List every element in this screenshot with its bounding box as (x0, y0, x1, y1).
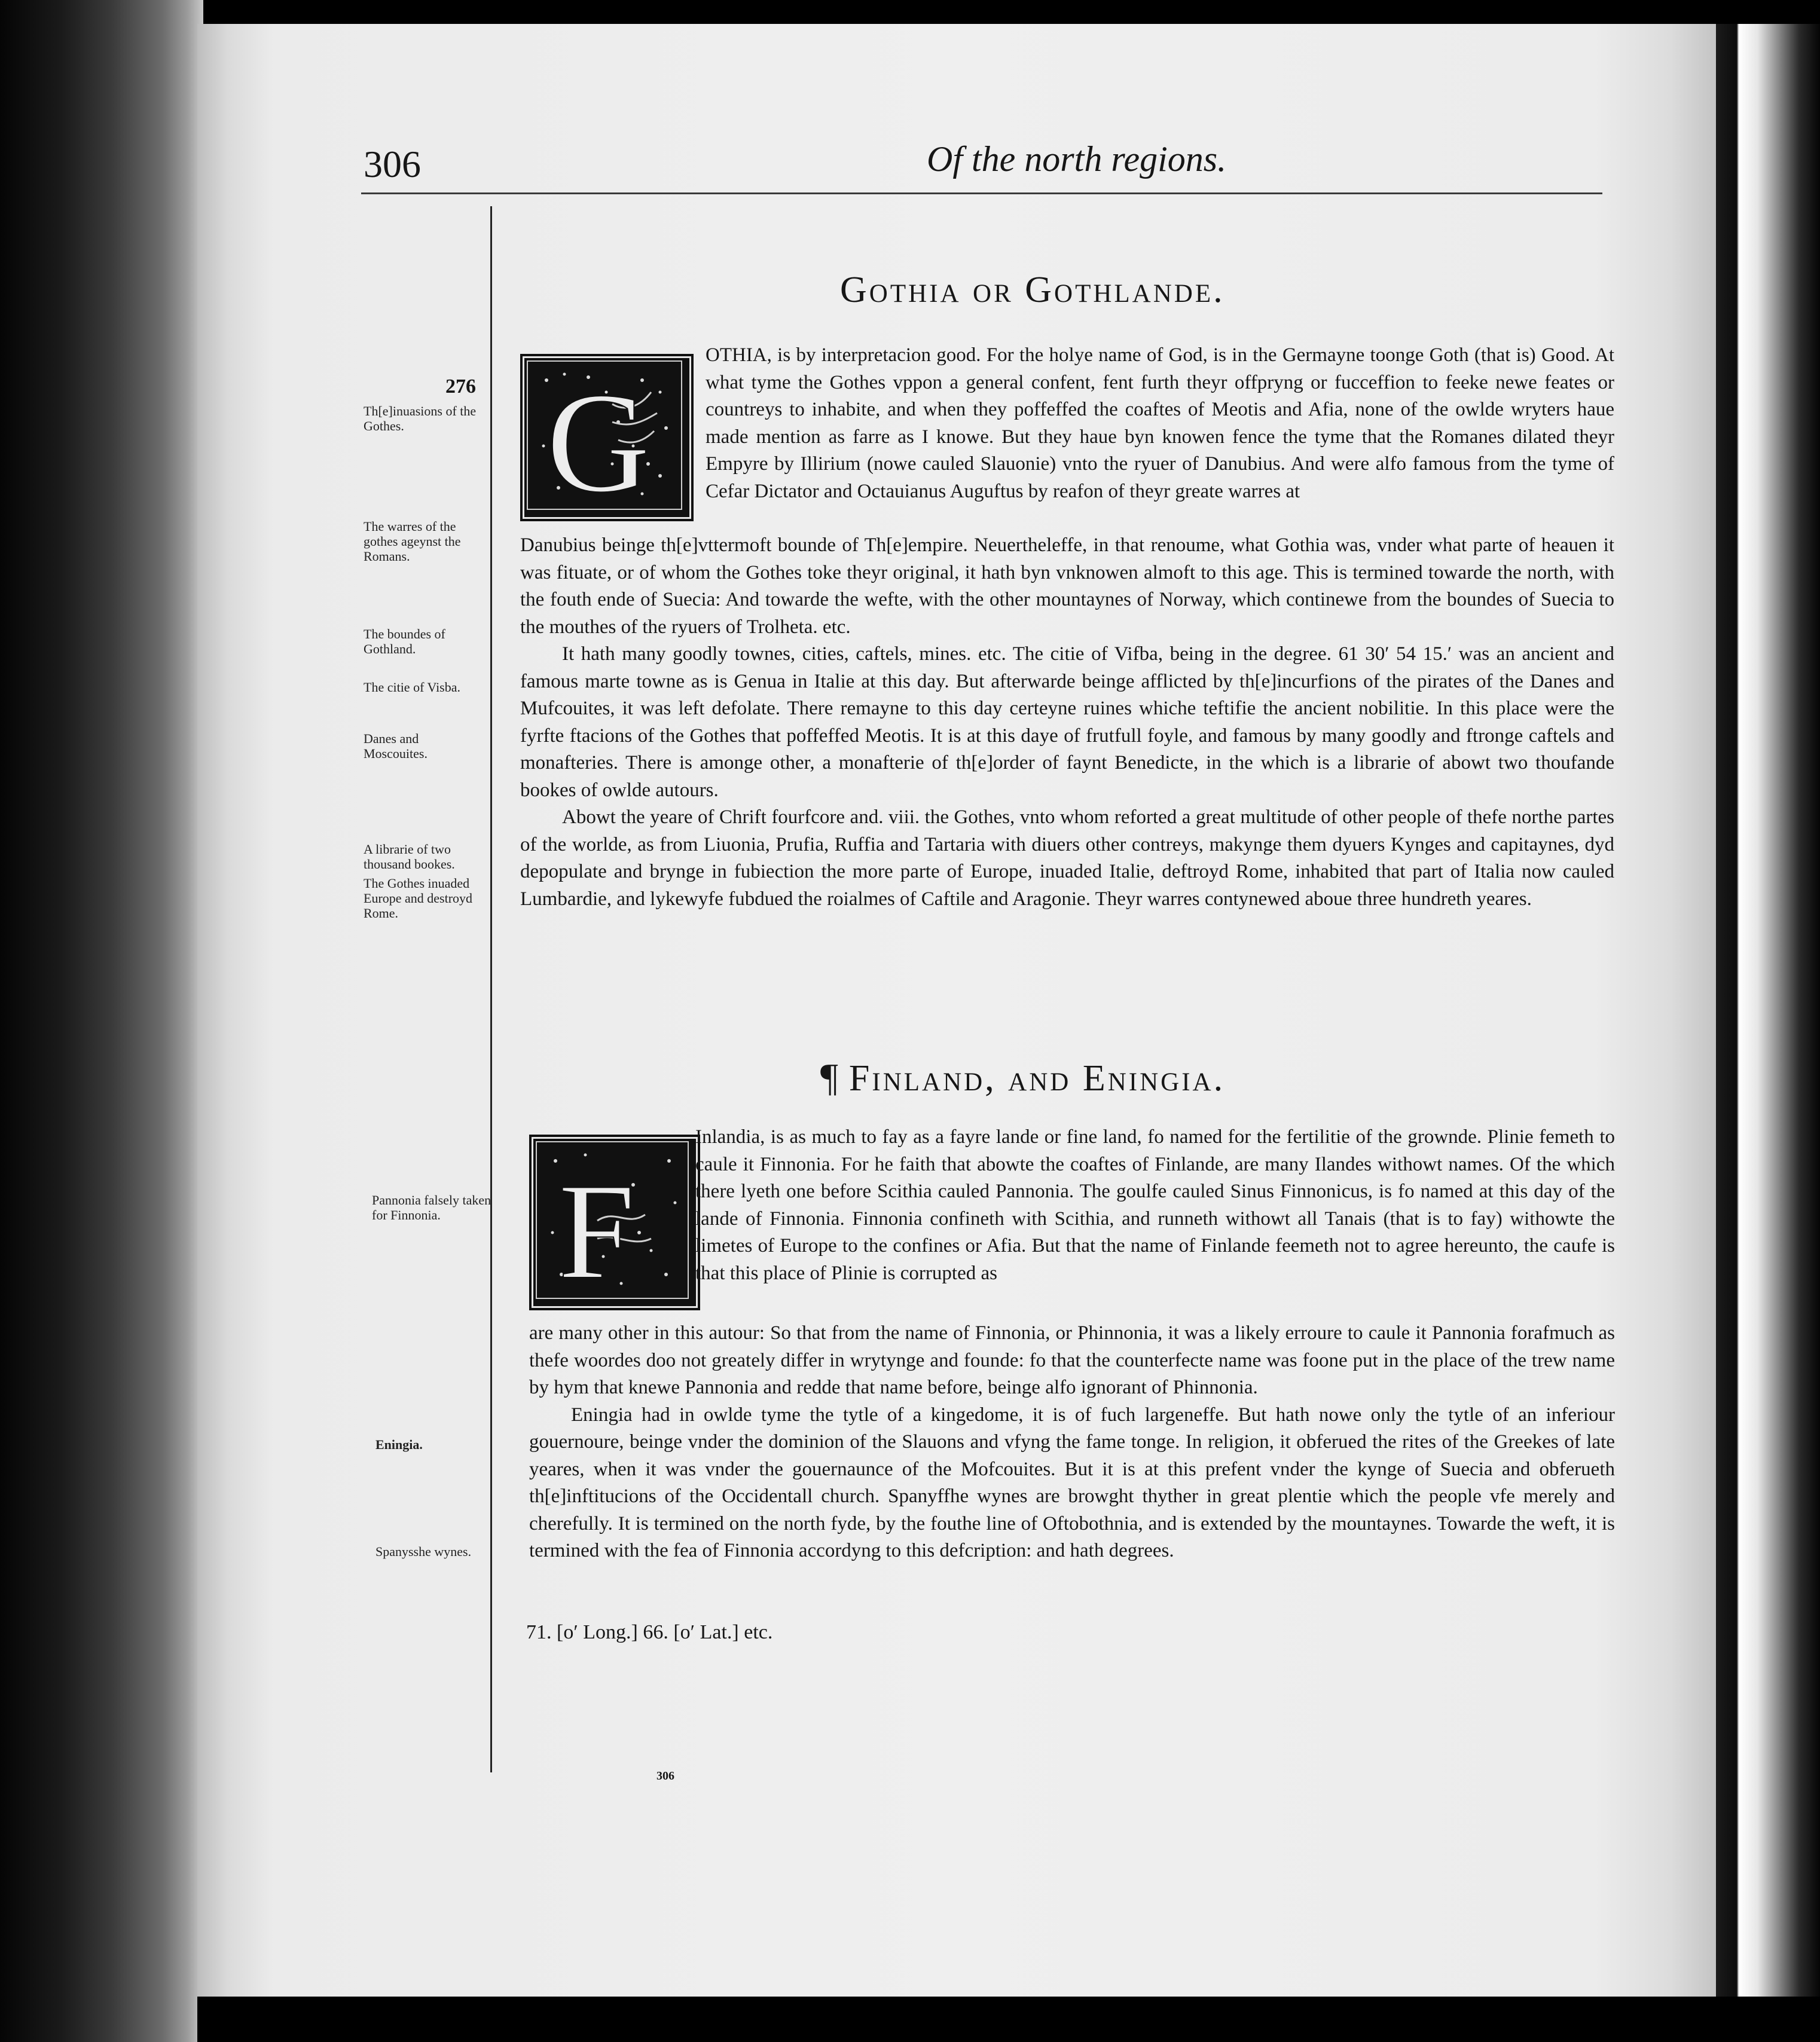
margin-number: 276 (445, 375, 476, 398)
paragraph-text: are many other in this autour: So that from the name of Finnonia, or Phinnonia, it was a likely erroure to caule it Pannonia forafmuch as thefe woordes doo not greately differ in wrytynge and founde: fo that the counterfecte name was foone put in the place of the trew name by hym that knewe Pannonia and redde that name before, beinge alfo ignorant of Phinnonia. (529, 1322, 1615, 1398)
ornament-g-icon (523, 356, 686, 514)
paragraph-gothia-body (520, 532, 1614, 913)
book-spine-shadow (0, 0, 203, 2042)
paragraph-text: Danubius beinge th[e]vttermoft bounde of Th[e]empire. Neuertheleffe, in that renoume, what Gothia was, vnder what parte of heauen it was fituate, or of whom the Gothes toke theyr original, it hath byn vnknowen almoft to this age. This is termined towarde the north, with the fouth ende of Suecia: And towarde the wefte, with the other mountaynes of Norway, which continewe from the boundes of Suecia to the mouthes of the ryuers of Trolheta. etc. (520, 534, 1614, 638)
margin-note: Pannonia falsely taken for Finnonia. (372, 1193, 491, 1222)
book-page (197, 24, 1716, 1997)
decorated-initial-f (529, 1135, 700, 1310)
paragraph-gothia-lead: OTHIA, is by interpretacion good. For the holye name of God, is in the Germayne toonge Goth (that is) Good. At what tyme the Gothes vppon a general confent, fent furth theyr offpryng or fucceffion to feeke newe feates or countreys to inhabite, and when they poffeffed the coaftes of Meotis and Afia, none of the owlde wryters haue made mention as farre as I knowe. But they haue byn knowen fence the tyme that the Romanes dilated theyr Empyre by Illirium (nowe cauled Slauonie) vnto the ryuer of Danubius. And were alfo famous from the tyme of Cefar Dictator and Octauianus Auguftus by reafon of theyr greate warres at (706, 344, 1614, 502)
margin-note: Spanysshe wynes. (375, 1544, 472, 1559)
paragraph-finland-lead: Inlandia, is as much to fay as a fayre lande or fine land, fo named for the fertilitie of the grownde. Plinie femeth to caule it Finnonia. For he faith that abowte the coaftes of Finlande, are many Ilandes withowt names. Of the which there lyeth one before Scithia cauled Pannonia. The goulfe cauled Sinus Finnonicus, is fo named at this day of the lande of Finnonia. Finnonia confineth with Scithia, and runneth withowt all Tanais (that is to fay) withowte the limetes of Europe to the confines or Afia. But that the name of Finlande feemeth not to agree hereunto, the caufe is that this place of Plinie is corrupted as (695, 1126, 1615, 1284)
ornament-f-icon (532, 1137, 693, 1303)
coordinates-line: 71. [o′ Long.] 66. [o′ Lat.] etc. (526, 1621, 773, 1643)
margin-note: The warres of the gothes ageynst the Romans. (364, 519, 461, 564)
svg-text:F: F (558, 1155, 635, 1303)
paragraph-text: It hath many goodly townes, cities, caftels, mines. etc. The citie of Vifba, being in the degree. 61 30′ 54 15.′ was an ancient and famous marte towne as is Genua in Italie at this day. But afterwarde beinge afflicted by th[e]incurfions of the pirates of the Danes and Mufcouites, it was left defolate. There remayne to this day certeyne ruines whiche teftifie the ancient nobilitie. In this place were the fyrfte ftacions of the Gothes that poffeffed Meotis. It is at this daye of frutfull foyle, and famous by many goodly and ftronge caftels and monafteries. There is amonge other, a monafterie of th[e]order of faynt Benedicte, in the which is a librarie of abowt two thoufande bookes of owlde autours. (520, 643, 1614, 801)
paragraph-text: Abowt the yeare of Chrift fourfcore and. viii. the Gothes, vnto whom reforted a great multitude of other people of thefe northe partes of the worlde, as from Liuonia, Prufia, Ruffia and Tartaria with diuers other contreys, makynge them dyuers Kynges and capitaynes, dyd depopulate and brynge in fubiection the more parte of Europe, inuaded Italie, deftroyd Rome, inhabited that part of Italia now cauled Lumbardie, and lykewyfe fubdued the roialmes of Caftile and Aragonie. Theyr warres contynewed aboue three hundreth yeares. (520, 806, 1614, 910)
margin-note: The boundes of Gothland. (364, 626, 445, 656)
margin-note: Eningia. (375, 1437, 423, 1452)
heading-text: Finland, and Eningia. (848, 1058, 1226, 1099)
section-heading-finland (820, 1055, 1225, 1101)
margin-note: A librarie of two thousand bookes. (364, 842, 455, 872)
decorated-initial-g (520, 354, 694, 521)
foot-folio: 306 (656, 1769, 674, 1783)
margin-note: The citie of Visba. (364, 680, 461, 695)
margin-note: Danes and Moscouites. (364, 731, 427, 761)
running-title: Of the north regions. (927, 139, 1227, 179)
svg-text:G: G (546, 363, 651, 514)
margin-note: The Gothes inuaded Europe and destroyd Rome. (364, 876, 473, 921)
section-heading-gothia: Gothia or Gothlande. (840, 270, 1225, 310)
page-number: 306 (364, 143, 421, 185)
facing-page-edge (1716, 24, 1820, 1997)
margin-note: Th[e]inuasions of the Gothes. (364, 403, 477, 433)
paragraph-text: Eningia had in owlde tyme the tytle of a kingedome, it is of fuch largeneffe. But hath nowe only the tytle of an inferiour gouernoure, beinge vnder the dominion of the Slauons and vfyng the fame tonge. In religion, it obferued the rites of the Greekes of late yeares, when it was vnder the gouernaunce of the Mofcouites. But it is at this prefent vnder the kynge of Suecia and obferueth th[e]inftitucions of the Occidentall church. Spanyffhe wynes are browght thyther in great plentie which the people vfe merely and cherefully. It is termined on the north fyde, by the fouthe line of Oftobothnia, and is extended by the mountaynes. Towarde the weft, it is termined with the fea of Finnonia accordyng to this defcription: and hath degrees. (529, 1404, 1615, 1561)
margin-column-rule (490, 206, 492, 1772)
page-bottom-shadow (197, 1997, 1716, 2042)
header-rule (361, 192, 1602, 194)
pilcrow-icon: ¶ (820, 1056, 841, 1099)
paragraph-finland-body (529, 1320, 1615, 1565)
